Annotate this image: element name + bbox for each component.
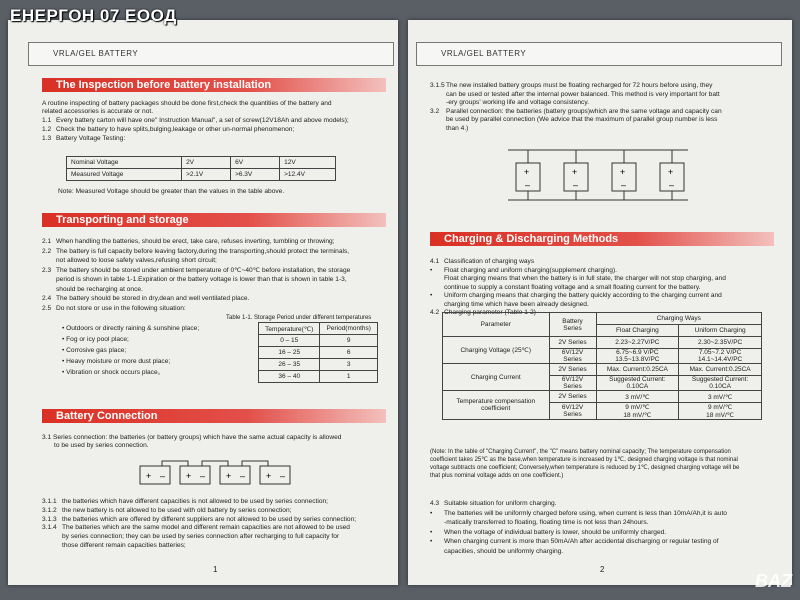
- series-diagram: [138, 458, 298, 488]
- table-cell: 0 – 15: [259, 335, 320, 347]
- list-item: [42, 257, 217, 265]
- list-item: [42, 126, 294, 134]
- item-text: Parallel connection: the batteries (battery groups)which are the same voltage and capacity can: [446, 107, 722, 115]
- list-item: [430, 500, 557, 508]
- storage-table: [258, 322, 378, 383]
- table-cell: >6.3V: [231, 169, 280, 181]
- bullet-item: • Fog or icy pool place;: [62, 336, 129, 343]
- note-line: (Note: In the table of "Charging Current", the "C" means battery nominal capacity; The temperature compensation: [430, 449, 731, 455]
- list-item: [430, 275, 726, 283]
- list-item: [430, 116, 717, 124]
- table-row: [259, 323, 378, 335]
- item-text: than 4.): [446, 124, 469, 132]
- item-text: -matically transferred to floating, floating time is not less than 24hours.: [444, 519, 649, 526]
- item-text: by series connection; they can be used by series connection after recharging to full capacity for: [62, 533, 340, 541]
- item-text: -ery groups' working life and voltage consistency.: [446, 99, 589, 106]
- page-number: 2: [600, 565, 605, 574]
- item-text: The batteries which are the same model and different remain capacities are not allowed to be used: [62, 524, 350, 532]
- list-item: [42, 276, 347, 284]
- svg-text:–: –: [669, 180, 675, 190]
- table-cell: >2.1V: [182, 169, 231, 181]
- item-text: Charging parameter (Table 1-2): [444, 309, 536, 316]
- list-item: [430, 258, 534, 266]
- svg-text:+: +: [146, 471, 152, 481]
- item-text: Suitable situation for uniform charging.: [444, 500, 557, 507]
- table-cell: 2V Series: [549, 391, 596, 403]
- table-cell: Temperature compensation coefficient: [443, 391, 550, 420]
- item-text: Float charging means that when the battery is in full state, the charger will not stop charging, and: [444, 275, 726, 282]
- item-text: Classification of charging ways: [444, 258, 535, 265]
- page-right: [408, 20, 792, 585]
- page-number: 1: [213, 565, 218, 574]
- table-cell: 9 mV/℃ 18 mV/℃: [596, 403, 679, 420]
- table-cell: Nominal Voltage: [67, 157, 182, 169]
- list-item: [430, 529, 666, 537]
- table-row: [443, 364, 762, 376]
- item-number: 3.1.3: [42, 515, 57, 523]
- table-cell: 6V/12V Series: [549, 376, 596, 391]
- item-number: 1.3: [42, 135, 52, 142]
- item-number: 2.3: [42, 266, 52, 274]
- item-text: the batteries which are offered by different suppliers are not allowed to be used by series connection;: [62, 515, 357, 523]
- bullet-item: • Outdoors or directly raining & sunshine place;: [62, 325, 200, 332]
- item-number: 3.1.5: [430, 82, 445, 89]
- svg-text:–: –: [240, 471, 246, 481]
- item-number: 3.2: [430, 107, 440, 115]
- table-row: [443, 337, 762, 349]
- list-item: [430, 538, 719, 546]
- table-cell: 3 mV/℃: [679, 391, 762, 403]
- series-wiring-icon: [138, 458, 298, 488]
- item-text: When charging current is more than 50mA/Ah after accidental discharging or regular testing of: [444, 538, 719, 545]
- table-cell: Float Charging: [596, 325, 679, 337]
- list-item: [42, 498, 328, 506]
- item-number: •: [430, 528, 433, 536]
- table-cell: Max. Current:0.25CA: [679, 364, 762, 376]
- list-item: [42, 507, 291, 515]
- svg-text:–: –: [621, 180, 627, 190]
- item-text: When the voltage of individual battery is lower, should be uniformly charged.: [444, 528, 667, 536]
- table-row: [259, 347, 378, 359]
- parallel-diagram: [498, 135, 698, 220]
- table-cell: Charging Current: [443, 364, 550, 391]
- table-cell: 9: [320, 335, 378, 347]
- note-line: coefficient takes 25℃ as the base,when temperature is increased by 1℃, designed charging voltage is that nominal: [430, 457, 738, 463]
- table-cell: 9 mV/℃ 18 mV/℃: [679, 403, 762, 420]
- list-item: [430, 510, 727, 518]
- table-cell: Charging Voltage (25℃): [443, 337, 550, 364]
- item-number: 2.1: [42, 238, 52, 245]
- item-text: not allowed to loose safety valves,refusing short circuit;: [56, 257, 217, 264]
- list-item: [430, 519, 649, 527]
- list-item: [42, 305, 186, 313]
- table-cell: Battery Series: [549, 313, 596, 337]
- svg-text:+: +: [572, 167, 578, 177]
- bullet-item: • Vibration or shock occurs place。: [62, 369, 165, 376]
- table-cell: Uniform Charging: [679, 325, 762, 337]
- intro-line: related accessories is accurate or not.: [42, 108, 154, 115]
- note-line: voltage subtracts one coefficient; Conversely,when temperature is reduced by 1℃, designed charging voltage will be: [430, 465, 740, 471]
- list-item: [42, 135, 125, 143]
- company-logo-text: ЕНЕРГОН 07 ЕООД: [10, 6, 177, 25]
- bullet-item: • Heavy moisture or more dust place;: [62, 358, 171, 365]
- list-item: [42, 295, 249, 303]
- table-row: [67, 157, 336, 169]
- item-number: •: [430, 266, 433, 274]
- item-number: •: [430, 509, 433, 517]
- intro-line: A routine inspecting of battery packages should be done first,check the quantities of the battery and: [42, 100, 332, 107]
- table-cell: Max. Current:0.25CA: [596, 364, 679, 376]
- item-number: •: [430, 538, 433, 545]
- list-item: [42, 286, 143, 294]
- table-cell: 2.23~2.27V/PC: [596, 337, 679, 349]
- table-cell: 36 – 40: [259, 371, 320, 383]
- svg-text:–: –: [280, 471, 286, 481]
- svg-text:+: +: [524, 167, 530, 177]
- list-item: [42, 524, 350, 532]
- item-text: continue to supply a constant floating voltage and a small floating current for the battery.: [444, 283, 701, 291]
- voltage-table: [66, 156, 336, 181]
- table-cell: Suggested Current: 0.10CA: [679, 376, 762, 391]
- list-item: [430, 548, 563, 556]
- list-item: [42, 238, 335, 246]
- list-item: [42, 117, 349, 125]
- table-cell: 7.05~7.2 V/PC 14.1~14.4V/PC: [679, 349, 762, 364]
- item-text: should be recharging at once.: [56, 285, 143, 293]
- table-header-row: [443, 313, 762, 325]
- item-text: The battery should be stored under ambient temperature of 0℃~40℃ before installation, the storage: [56, 266, 351, 274]
- item-number: 1.2: [42, 126, 52, 133]
- watermark-logo: BAZ: [755, 571, 792, 591]
- table-row: [67, 169, 336, 181]
- list-item: [430, 91, 720, 99]
- item-text: charging time which have been already designed.: [444, 300, 589, 308]
- item-text: period is shown in table 1-1.Expiration or the battery voltage is lower than that is shown in table 1-3,: [56, 276, 347, 283]
- list-item: [430, 108, 722, 116]
- item-number: 4.2: [430, 309, 440, 316]
- table-cell: 26 – 35: [259, 359, 320, 371]
- section-title-charging: Charging & Discharging Methods: [430, 232, 774, 246]
- voltage-note: Note: Measured Voltage should be greater than the values in the table above.: [58, 188, 285, 195]
- item-text: the new battery is not allowed to be used with old battery by series connection;: [62, 506, 292, 514]
- item-number: 1.1: [42, 117, 52, 124]
- table-cell: Measured Voltage: [67, 169, 182, 181]
- svg-text:+: +: [266, 471, 272, 481]
- table-cell: Temperature(℃): [259, 323, 320, 335]
- item-text: Uniform charging means that charging the battery quickly according to the charging current and: [444, 292, 722, 299]
- item-text: Float charging and uniform charging(supplement charging).: [444, 266, 617, 274]
- svg-text:–: –: [200, 471, 206, 481]
- item-number: 3.1.1: [42, 498, 57, 505]
- list-item: [42, 542, 186, 550]
- page-header: VRLA/GEL BATTERY: [416, 42, 782, 66]
- table-cell: 6V: [231, 157, 280, 169]
- table-cell: 2V Series: [549, 337, 596, 349]
- list-item: [430, 284, 700, 292]
- storage-caption: Table 1-1. Storage Period under different temperatures: [226, 315, 372, 321]
- table-cell: 2V: [182, 157, 231, 169]
- item-number: 2.4: [42, 295, 52, 302]
- list-item: [430, 301, 589, 309]
- list-item: [430, 99, 589, 107]
- item-text: can be used or tested after the internal power balanced. This method is very important for batt: [446, 90, 720, 98]
- table-cell: >12.4V: [280, 169, 336, 181]
- table-row: [259, 371, 378, 383]
- list-item: [42, 267, 350, 275]
- table-row: [259, 335, 378, 347]
- item-text: The new installed battery groups must be floating recharged for 72 hours before using, they: [446, 82, 713, 89]
- svg-text:+: +: [620, 167, 626, 177]
- svg-text:+: +: [668, 167, 674, 177]
- item-number: •: [430, 292, 433, 299]
- item-text: The battery should be stored in dry,dean and well ventilated place.: [56, 295, 250, 302]
- table-cell: Period(months): [320, 323, 378, 335]
- item-number: 4.3: [430, 500, 440, 507]
- list-item: [430, 267, 617, 275]
- item-number: 2.2: [42, 247, 52, 255]
- table-cell: 3 mV/℃: [596, 391, 679, 403]
- item-text: The batteries will be uniformly charged before using, when current is less than 10mA/Ah,it is auto: [444, 509, 727, 517]
- item-text: the batteries which have different capacities is not allowed to be used by series connection;: [62, 498, 328, 505]
- table-cell: 6: [320, 347, 378, 359]
- list-item: [430, 82, 712, 90]
- table-cell: 2V Series: [549, 364, 596, 376]
- series-intro: 3.1 Series connection: the batteries (or battery groups) which have the same actual capacity is allowed: [42, 434, 342, 441]
- section-title-connection: Battery Connection: [42, 409, 386, 423]
- table-cell: 6.75~6.9 V/PC 13.5~13.8V/PC: [596, 349, 679, 364]
- item-number: 3.1.4: [42, 524, 57, 532]
- table-cell: 1: [320, 371, 378, 383]
- series-intro: to be used by series connection.: [54, 442, 149, 449]
- parallel-wiring-icon: [498, 135, 698, 215]
- table-cell: 3: [320, 359, 378, 371]
- item-text: Every battery carton will have one" Instruction Manual", a set of screw(12V18Ah and above models);: [56, 117, 349, 124]
- section-title-inspection: The Inspection before battery installation: [42, 78, 386, 92]
- table-cell: 6V/12V Series: [549, 403, 596, 420]
- svg-text:+: +: [186, 471, 192, 481]
- list-item: [430, 125, 468, 133]
- page-header: VRLA/GEL BATTERY: [28, 42, 394, 66]
- item-text: capacities, should be uniformly charging.: [444, 547, 564, 555]
- table-row: [259, 359, 378, 371]
- table-cell: 12V: [280, 157, 336, 169]
- svg-text:–: –: [525, 180, 531, 190]
- item-number: 2.5: [42, 304, 52, 312]
- table-cell: 2.30~2.35V/PC: [679, 337, 762, 349]
- svg-text:–: –: [573, 180, 579, 190]
- page-left: [8, 20, 398, 585]
- table-cell: 16 – 25: [259, 347, 320, 359]
- section-title-transport: Transporting and storage: [42, 213, 386, 227]
- charging-parameter-table: [442, 312, 762, 420]
- list-item: [430, 292, 722, 300]
- svg-text:–: –: [160, 471, 166, 481]
- bullet-item: • Corrosive gas place;: [62, 347, 127, 354]
- list-item: [42, 533, 339, 541]
- list-item: [42, 516, 356, 524]
- item-number: 3.1.2: [42, 506, 57, 514]
- item-text: Battery Voltage Testing:: [56, 135, 126, 142]
- table-cell: 6V/12V Series: [549, 349, 596, 364]
- table-cell: Charging Ways: [596, 313, 762, 325]
- table-row: [443, 391, 762, 403]
- list-item: [42, 248, 349, 256]
- item-text: Do not store or use in the following situation:: [56, 304, 186, 312]
- table-cell: Parameter: [443, 313, 550, 337]
- item-text: those different remain capacities batteries;: [62, 542, 186, 549]
- svg-text:+: +: [226, 471, 232, 481]
- note-line: that plus nominal voltage adds on one coefficient.): [430, 473, 564, 479]
- item-text: Check the battery to have splits,bulging,leakage or other un-normal phenomenon;: [56, 126, 295, 133]
- item-number: 4.1: [430, 258, 440, 265]
- item-text: be used by parallel connection (We advice that the maximum of parallel group number is less: [446, 116, 718, 123]
- item-text: The battery is full capacity before leaving factory,during the transporting,should protect the terminals,: [56, 247, 350, 255]
- item-text: When handling the batteries, should be erect, take care, refuses inverting, tumbling or throwing;: [56, 238, 335, 245]
- table-cell: Suggested Current: 0.10CA: [596, 376, 679, 391]
